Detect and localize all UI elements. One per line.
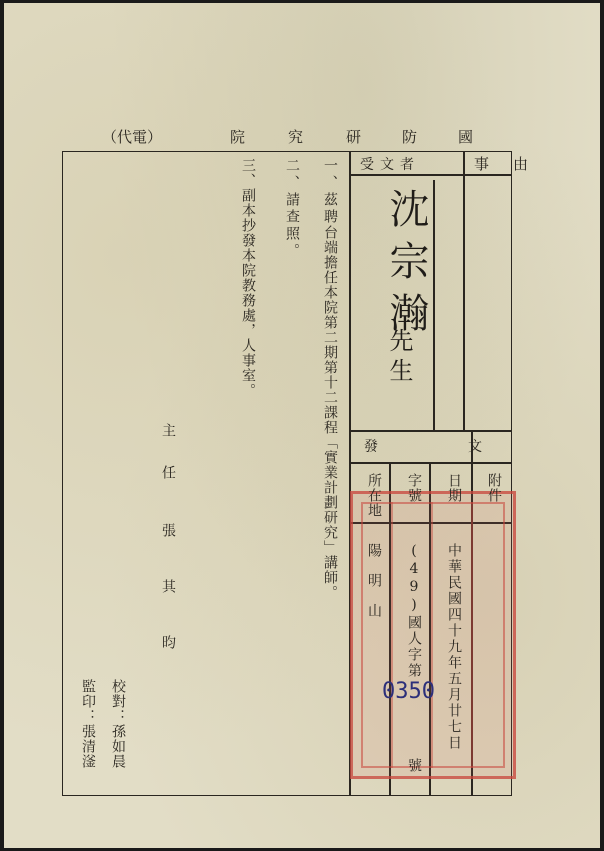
header-mode: （代電） [102, 128, 163, 146]
document-paper [4, 3, 600, 848]
body-item2: 二、請查照。 [284, 158, 300, 260]
header-char-fang: 防 [402, 128, 418, 146]
header-char-yuan: 院 [230, 128, 246, 146]
proofread-line: 校對：孫如晨 [110, 679, 126, 769]
label-date: 日期 [446, 473, 462, 503]
label-subject: 事由 [474, 155, 553, 173]
document-header [102, 126, 482, 148]
body-item1-a: 一、茲聘 [322, 158, 338, 226]
red-seal-stamp [350, 491, 516, 779]
document-number: 0350 [382, 679, 435, 704]
header-char-jiu: 究 [288, 128, 304, 146]
header-char-guo: 國 [458, 128, 474, 146]
monitor-line: 監印：張清滏 [80, 679, 96, 769]
dispatch-date: 中華民國四十九年五月廿七日 [446, 543, 462, 751]
label-number: 字號 [406, 473, 422, 503]
header-char-yan: 研 [346, 128, 362, 146]
body-item3: 三、副本抄發本院教務處，人事室。 [240, 158, 256, 398]
dispatch-location: 陽明山 [366, 543, 382, 633]
hline-dispatch-top [349, 430, 511, 432]
hline-top [349, 174, 511, 176]
dispatch-number-prefix: (49)國人字第 [406, 543, 422, 679]
recipient-name: 沈宗瀚 [383, 188, 429, 344]
label-attachment: 附件 [486, 473, 502, 503]
dispatch-number-suffix: 號 [406, 758, 422, 773]
recipient-honorific: 先生 [385, 328, 413, 388]
label-recipient: 受文者 [360, 157, 420, 173]
signature-name: 張其昀 [160, 523, 176, 691]
body-item1-b: 台端擔任本院第二期第十二課程「實業計劃研究」講師。 [322, 225, 338, 600]
signature-title: 主任 [160, 423, 176, 507]
label-location: 所在地 [366, 473, 382, 518]
label-dispatch: 發文 [364, 439, 572, 455]
divider-subject [463, 152, 465, 430]
